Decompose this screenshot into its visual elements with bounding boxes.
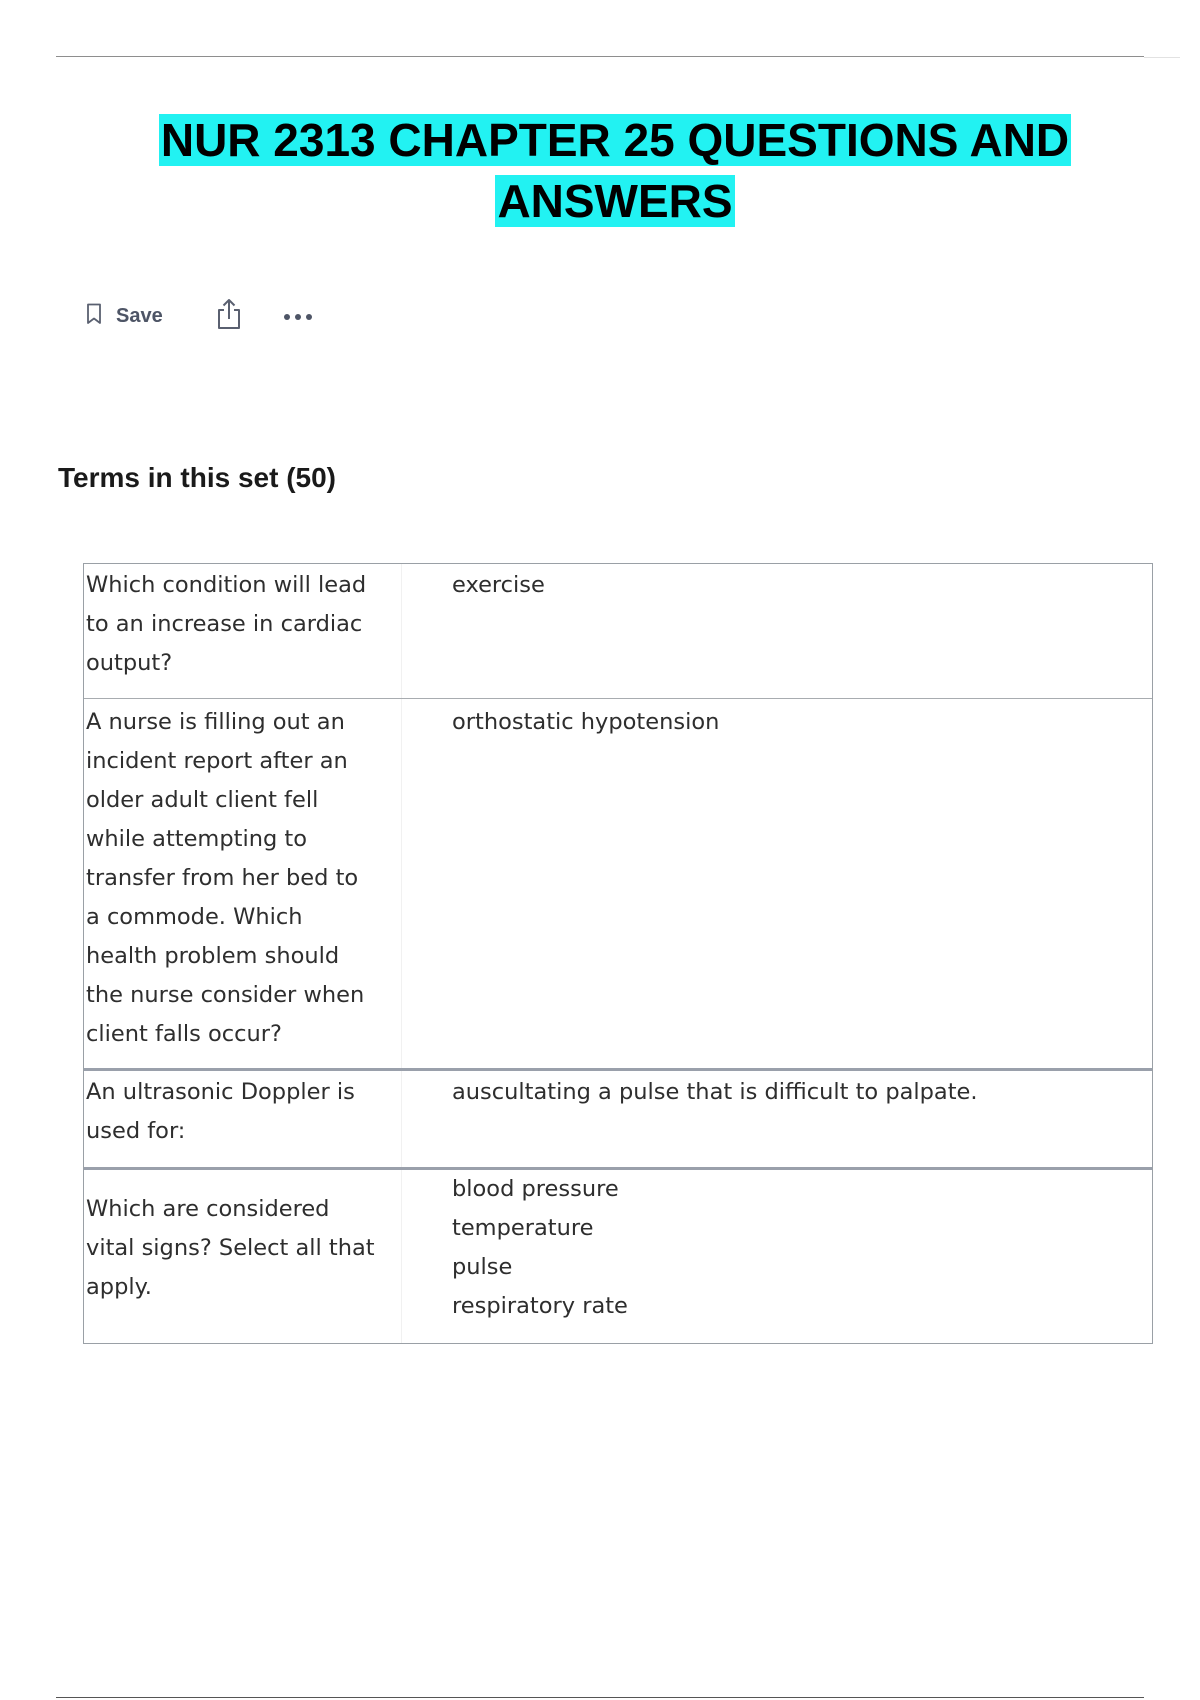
- term-answer-line: blood pressure: [452, 1176, 619, 1202]
- share-button[interactable]: [215, 297, 243, 335]
- term-row: [84, 1068, 1152, 1167]
- page-title-line-2: ANSWERS: [497, 175, 733, 227]
- term-answer: [402, 1071, 1152, 1167]
- term-row: [84, 564, 1152, 698]
- bookmark-icon: [86, 303, 102, 329]
- term-question: Which condition will lead to an increase in cardiac output?: [84, 564, 402, 698]
- term-answer-line: pulse: [452, 1254, 513, 1280]
- save-label: Save: [116, 304, 163, 327]
- term-question: A nurse is filling out an incident report after an older adult client fell while attempting to transfer from her bed to a commode. Which health problem should the nurse consider when client falls occur?: [84, 699, 402, 1068]
- term-question: An ultrasonic Doppler is used for:: [84, 1071, 402, 1167]
- top-rule: [56, 56, 1144, 57]
- save-button[interactable]: [86, 303, 163, 329]
- terms-heading: Terms in this set (50): [58, 462, 337, 493]
- term-answer-line: respiratory rate: [452, 1293, 628, 1319]
- term-answer: [402, 1170, 1152, 1343]
- term-answer: [402, 699, 1152, 1068]
- term-answer-line: exercise: [452, 572, 545, 598]
- more-options-button[interactable]: [283, 307, 313, 326]
- bottom-rule: [56, 1697, 1144, 1698]
- share-icon: [215, 297, 243, 335]
- term-answer-line: auscultating a pulse that is difficult to palpate.: [452, 1079, 978, 1105]
- term-row: [84, 1167, 1152, 1343]
- top-rule-fade: [1144, 57, 1180, 58]
- term-question: Which are considered vital signs? Select all that apply.: [84, 1170, 402, 1343]
- terms-table: [83, 563, 1153, 1344]
- term-answer-line: temperature: [452, 1215, 594, 1241]
- term-row: [84, 698, 1152, 1068]
- term-answer: [402, 564, 1152, 698]
- more-horizontal-icon: [283, 307, 313, 326]
- action-bar: [86, 296, 313, 336]
- page-title: [0, 110, 1200, 232]
- page-title-line-1: NUR 2313 CHAPTER 25 QUESTIONS AND: [160, 114, 1070, 166]
- term-answer-line: orthostatic hypotension: [452, 709, 720, 735]
